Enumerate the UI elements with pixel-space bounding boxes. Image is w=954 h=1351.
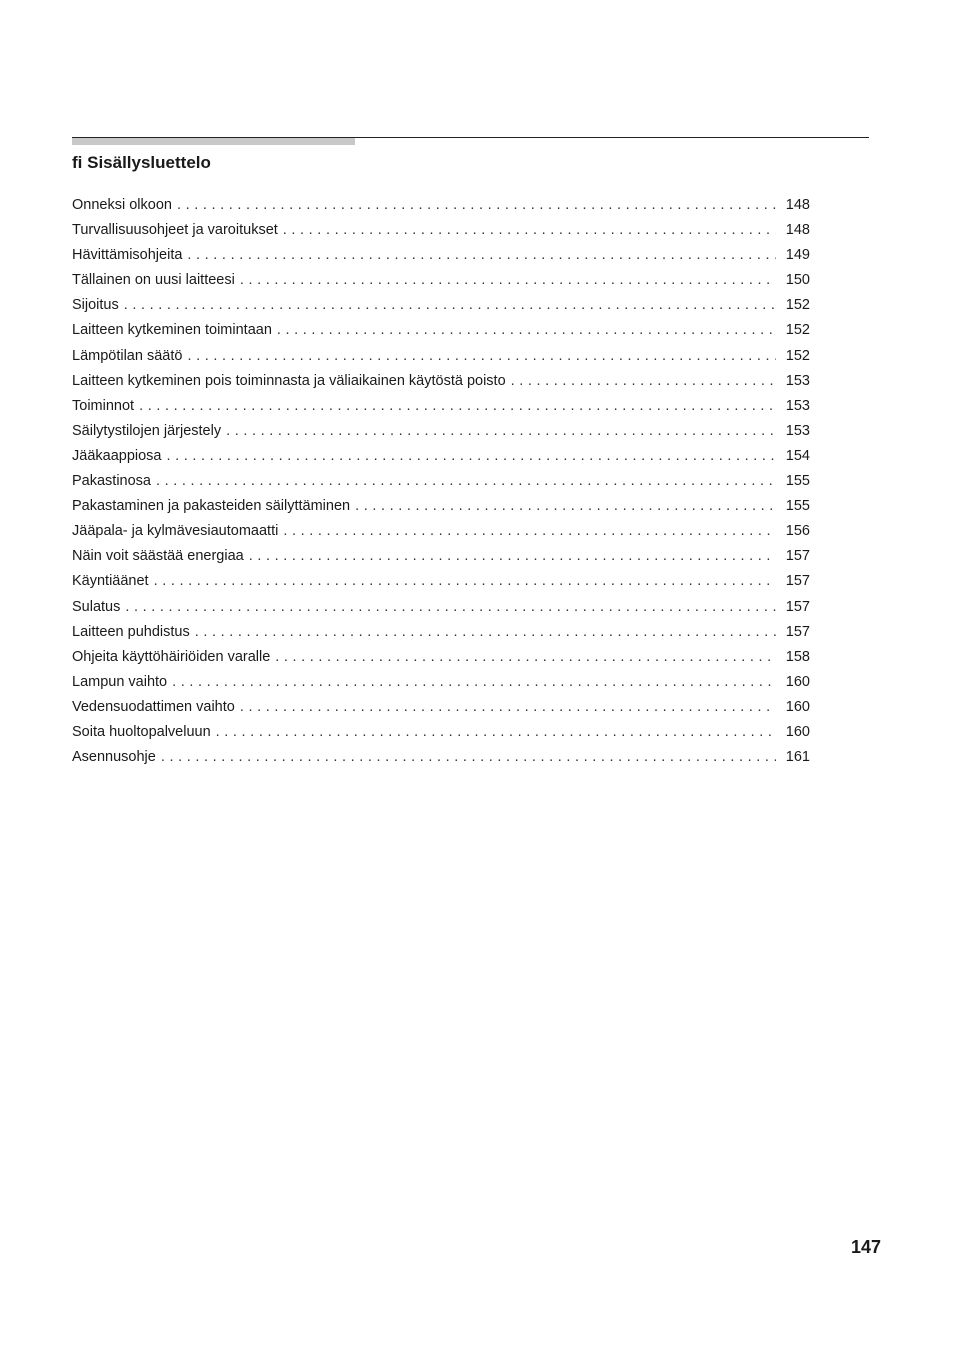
toc-entry[interactable]: [72, 295, 810, 320]
toc-leader-dots: [283, 521, 776, 542]
toc-entry-page: 160: [785, 673, 810, 690]
toc-entry[interactable]: [72, 622, 810, 647]
toc-entry-page: 152: [785, 297, 810, 314]
toc-leader-dots: [161, 747, 776, 768]
toc-entry-page: 157: [785, 598, 810, 615]
toc-entry-title: Käyntiäänet: [72, 573, 149, 590]
toc-entry-page: 153: [785, 422, 810, 439]
toc-entry-title: Ohjeita käyttöhäiriöiden varalle: [72, 648, 271, 665]
toc-entry-page: 157: [785, 573, 810, 590]
toc-entry-page: 153: [785, 397, 810, 414]
toc-entry-title: Turvallisuusohjeet ja varoitukset: [72, 222, 278, 239]
toc-entry[interactable]: [72, 220, 810, 245]
toc-entry-page: 148: [785, 222, 810, 239]
toc-entry[interactable]: [72, 245, 810, 270]
toc-entry-title: Asennusohje: [72, 749, 156, 766]
table-of-contents: [72, 195, 810, 772]
toc-entry-title: Säilytystilojen järjestely: [72, 422, 222, 439]
toc-entry-page: 155: [785, 473, 810, 490]
toc-entry[interactable]: [72, 396, 810, 421]
toc-entry-title: Lampun vaihto: [72, 673, 168, 690]
toc-entry-title: Laitteen kytkeminen toimintaan: [72, 322, 272, 339]
page-title: fi Sisällysluettelo: [72, 153, 211, 172]
toc-entry[interactable]: [72, 320, 810, 345]
toc-leader-dots: [249, 546, 776, 567]
toc-entry[interactable]: [72, 597, 810, 622]
toc-entry-title: Pakastaminen ja pakasteiden säilyttäminen: [72, 498, 351, 515]
toc-entry-title: Laitteen puhdistus: [72, 623, 190, 640]
toc-entry-page: 153: [785, 372, 810, 389]
toc-entry[interactable]: [72, 521, 810, 546]
page-number: 147: [850, 1237, 881, 1257]
header-rule-bar: [72, 138, 355, 145]
toc-leader-dots: [187, 346, 776, 367]
toc-entry[interactable]: [72, 571, 810, 596]
toc-leader-dots: [124, 295, 776, 316]
toc-leader-dots: [355, 496, 776, 517]
toc-leader-dots: [177, 195, 776, 216]
toc-entry-page: 157: [785, 548, 810, 565]
toc-entry-page: 150: [785, 272, 810, 289]
toc-leader-dots: [511, 371, 776, 392]
toc-entry[interactable]: [72, 471, 810, 496]
toc-entry[interactable]: [72, 672, 810, 697]
toc-leader-dots: [154, 571, 776, 592]
toc-entry-title: Jääpala- ja kylmävesiautomaatti: [72, 523, 279, 540]
toc-entry[interactable]: [72, 747, 810, 772]
toc-entry-title: Jääkaappiosa: [72, 447, 162, 464]
toc-entry-page: 158: [785, 648, 810, 665]
toc-leader-dots: [167, 446, 777, 467]
toc-entry-page: 155: [785, 498, 810, 515]
toc-entry-title: Hävittämisohjeita: [72, 247, 183, 264]
toc-leader-dots: [275, 647, 776, 668]
toc-entry-page: 152: [785, 322, 810, 339]
toc-entry-page: 157: [785, 623, 810, 640]
toc-entry-title: Tällainen on uusi laitteesi: [72, 272, 235, 289]
toc-entry-title: Soita huoltopalveluun: [72, 723, 211, 740]
toc-entry[interactable]: [72, 496, 810, 521]
toc-leader-dots: [283, 220, 776, 241]
toc-entry[interactable]: [72, 195, 810, 220]
toc-entry-title: Onneksi olkoon: [72, 197, 172, 213]
toc-entry-page: 160: [785, 723, 810, 740]
toc-leader-dots: [195, 622, 776, 643]
toc-entry-page: 152: [785, 347, 810, 364]
toc-leader-dots: [139, 396, 776, 417]
toc-entry-title: Sijoitus: [72, 297, 119, 314]
toc-entry-page: 154: [785, 447, 810, 464]
toc-entry-page: 156: [785, 523, 810, 540]
toc-entry[interactable]: [72, 697, 810, 722]
toc-entry-page: 160: [785, 698, 810, 715]
toc-leader-dots: [216, 722, 776, 743]
toc-leader-dots: [125, 597, 776, 618]
toc-leader-dots: [277, 320, 776, 341]
toc-entry[interactable]: [72, 270, 810, 295]
toc-leader-dots: [172, 672, 776, 693]
toc-entry-title: Pakastinosa: [72, 473, 151, 490]
toc-leader-dots: [156, 471, 776, 492]
toc-entry[interactable]: [72, 371, 810, 396]
toc-entry-title: Näin voit säästää energiaa: [72, 548, 244, 565]
toc-entry[interactable]: [72, 421, 810, 446]
toc-entry[interactable]: [72, 546, 810, 571]
toc-entry[interactable]: [72, 647, 810, 672]
toc-leader-dots: [226, 421, 776, 442]
toc-leader-dots: [240, 697, 776, 718]
toc-entry-page: 161: [785, 749, 810, 766]
toc-entry[interactable]: [72, 446, 810, 471]
toc-entry[interactable]: [72, 722, 810, 747]
toc-entry-title: Laitteen kytkeminen pois toiminnasta ja väliaikainen käytöstä poisto: [72, 372, 506, 389]
toc-entry-title: Toiminnot: [72, 397, 135, 414]
toc-entry-page: 149: [785, 247, 810, 264]
toc-entry[interactable]: [72, 346, 810, 371]
toc-entry-title: Sulatus: [72, 598, 121, 615]
toc-entry-title: Lämpötilan säätö: [72, 347, 183, 364]
toc-leader-dots: [187, 245, 776, 266]
toc-leader-dots: [240, 270, 776, 291]
toc-entry-title: Vedensuodattimen vaihto: [72, 698, 235, 715]
toc-entry-page: 148: [785, 197, 810, 213]
